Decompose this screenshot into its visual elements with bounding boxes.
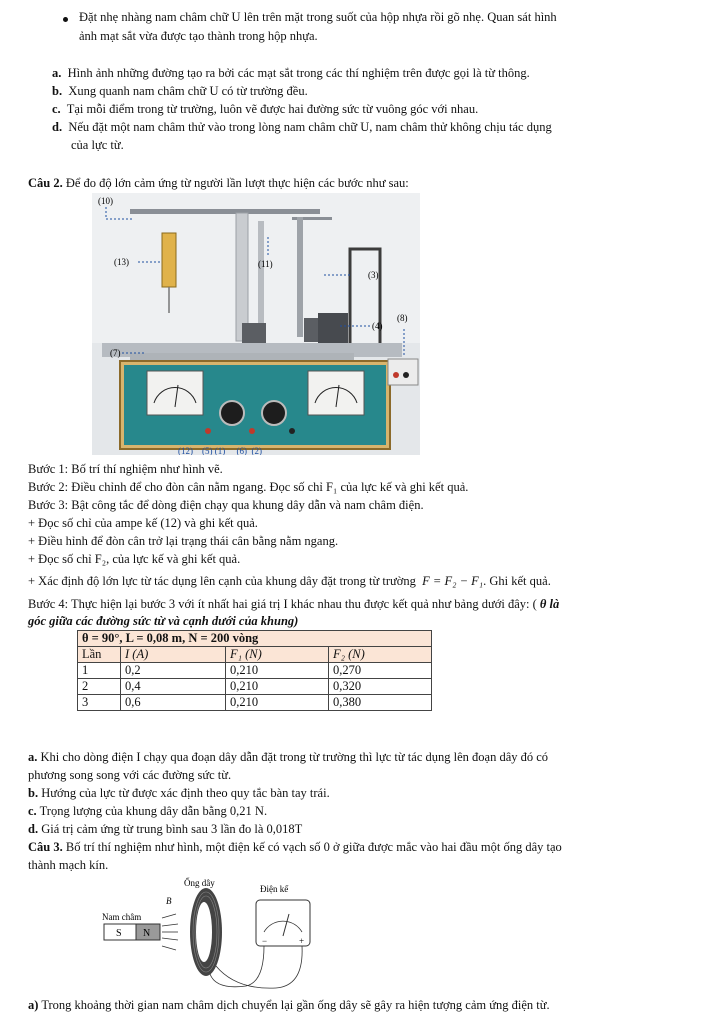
meter-plus: + — [299, 936, 305, 946]
step-3b: + Điều hỉnh để đòn cân trở lại trạng thái cân bằng nằm ngang. — [28, 534, 339, 548]
table-cell: 3 — [78, 695, 121, 711]
q3-heading: Câu 3. Bố trí thí nghiệm như hình, một điện kế có vạch số 0 ở giữa được mắc vào hai đầu một ống dây tạo — [28, 840, 562, 854]
step-4: Bước 4: Thực hiện lại bước 3 với ít nhất hai giá trị I khác nhau thu được kết quả như bảng dưới đây: ( θ là — [28, 597, 560, 611]
q2-heading: Câu 2. Để đo độ lớn cảm ứng từ người lần lượt thực hiện các bước như sau: — [28, 176, 409, 190]
q3-text-cont: thành mạch kín. — [28, 858, 109, 872]
intro-line-2: ảnh mạt sắt vừa được tạo thành trong hộp nhựa. — [79, 29, 318, 43]
meter-label: Điện kế — [260, 884, 289, 894]
formula: F = F₂ − F₁ — [422, 574, 484, 588]
table-header: F₂ (N) — [329, 647, 432, 663]
bullet-dot — [63, 17, 68, 22]
q1-option-a: a. Hình ảnh những đường tạo ra bởi các mạt sắt trong các thí nghiệm trên được gọi là từ thông. — [52, 66, 530, 80]
table-row — [78, 695, 432, 711]
q1-option-c: c. Tại mỗi điểm trong từ trường, luôn vẽ được hai đường sức từ vuông góc với nhau. — [52, 102, 479, 116]
step-3: Bước 3: Bật công tắc để dòng điện chạy qua khung dây dẫn và nam châm điện. — [28, 498, 424, 512]
table-header: I (A) — [121, 647, 226, 663]
table-cell: 1 — [78, 663, 121, 679]
label-bottom: (12) (5) (1) (6) (2) — [178, 446, 262, 455]
label-4: (4) — [372, 321, 383, 331]
table-cell: 0,6 — [121, 695, 226, 711]
step-4-cont: góc giữa các đường sức từ và cạnh dưới của khung) — [28, 614, 299, 628]
table-condition: θ = 90°, L = 0,08 m, N = 200 vòng — [78, 631, 432, 647]
q2-option-a: a. Khi cho dòng điện I chạy qua đoạn dây dẫn đặt trong từ trường thì lực từ tác dụng lên đoạn dây đó có — [28, 750, 549, 764]
table-row — [78, 663, 432, 679]
table-header: Lần — [78, 647, 121, 663]
magnet-label: Nam châm — [102, 912, 142, 922]
table-cell: 2 — [78, 679, 121, 695]
table-cell: 0,320 — [329, 679, 432, 695]
label-7: (7) — [110, 348, 121, 358]
table-cell: 0,210 — [226, 663, 329, 679]
table-row — [78, 679, 432, 695]
step-2: Bước 2: Điều chỉnh để cho đòn cân nằm ngang. Đọc số chỉ F₁ của lực kế và ghi kết quả. — [28, 480, 469, 494]
table-header: F₁ (N) — [226, 647, 329, 663]
label-13: (13) — [114, 257, 129, 267]
q1-option-d: d. Nếu đặt một nam châm thử vào trong lòng nam châm chữ U, nam châm thử không chịu tác dụng — [52, 120, 552, 134]
q1-option-b: b. Xung quanh nam châm chữ U có từ trường đều. — [52, 84, 308, 98]
field-b-label: B — [166, 896, 172, 906]
label-10: (10) — [98, 196, 113, 206]
table-cell: 0,210 — [226, 695, 329, 711]
q2-option-a-cont: phương song song với các đường sức từ. — [28, 768, 232, 782]
table-cell: 0,4 — [121, 679, 226, 695]
q3-option-a: a) Trong khoảng thời gian nam châm dịch chuyển lại gần ống dây sẽ gây ra hiện tượng cảm ứng điện từ. — [28, 998, 550, 1012]
step-3a: + Đọc số chỉ của ampe kế (12) và ghi kết quả. — [28, 516, 258, 530]
apparatus-figure — [92, 193, 420, 455]
label-8: (8) — [397, 313, 408, 323]
step-3d: + Xác định độ lớn lực từ tác dụng lên cạnh của khung dây đặt trong từ trường F = F₂ − F₁. Ghi kết quả. — [28, 574, 551, 588]
results-table — [77, 630, 432, 711]
pole-s: S — [116, 928, 122, 939]
step-1: Bước 1: Bố trí thí nghiệm như hình vẽ. — [28, 462, 223, 476]
q2-option-c: c. Trọng lượng của khung dây dẫn bằng 0,21 N. — [28, 804, 268, 818]
intro-line-1: Đặt nhẹ nhàng nam châm chữ U lên trên mặt trong suốt của hộp nhựa rồi gõ nhẹ. Quan sát hình — [79, 10, 557, 24]
coil-label: Ống dây — [184, 878, 215, 888]
table-cell: 0,2 — [121, 663, 226, 679]
table-cell: 0,380 — [329, 695, 432, 711]
meter-minus: − — [262, 936, 268, 946]
q2-option-d: d. Giá trị cảm ứng từ trung bình sau 3 lần đo là 0,018T — [28, 822, 303, 836]
pole-n: N — [143, 928, 151, 939]
induction-figure — [96, 874, 328, 992]
table-cell: 0,210 — [226, 679, 329, 695]
q2-option-b: b. Hướng của lực từ được xác định theo quy tắc bàn tay trái. — [28, 786, 330, 800]
label-3: (3) — [368, 270, 379, 280]
label-11: (11) — [258, 259, 273, 269]
step-3c: + Đọc số chỉ F₂, của lực kế và ghi kết quả. — [28, 552, 241, 566]
table-cell: 0,270 — [329, 663, 432, 679]
q1-option-d-cont: của lực từ. — [71, 138, 124, 152]
